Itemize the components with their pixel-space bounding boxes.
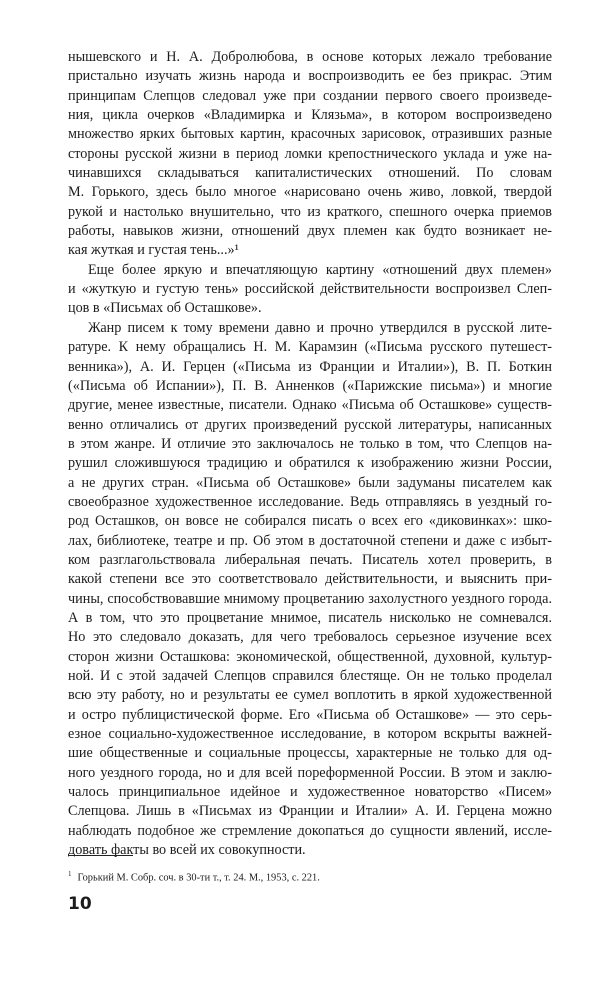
text-line: лах, библиотеке, театре и пр. Об этом в достаточной степени и даже с избыт- bbox=[68, 532, 552, 549]
text-line: («Письма об Испании»), П. В. Анненков («Парижские письма») и многие bbox=[68, 377, 552, 394]
footnote bbox=[68, 868, 552, 884]
text-line: чалось принципиальное идейное и художественное новаторство «Писем» bbox=[68, 784, 552, 801]
text-line: принципам Слепцов следовал уже при создании первого своего произведе- bbox=[68, 87, 552, 104]
text-line: М. Горького, здесь было многое «нарисовано очень живо, ловкой, твердой bbox=[68, 184, 552, 201]
text-line: какой степени все это соответствовало действительности, и выяснить при- bbox=[68, 571, 552, 588]
paragraph-3 bbox=[68, 319, 552, 861]
text-line: и «жуткую и густую тень» российской действительности воспроизвел Слеп- bbox=[68, 281, 552, 298]
text-line: венника»), А. И. Герцен («Письма из Франции и Италии»), В. П. Боткин bbox=[68, 358, 552, 375]
text-line: шие общественные и социальные процессы, характерные не только для од- bbox=[68, 745, 552, 762]
text-line: а не других стран. «Письма об Осташкове» были задуманы писателем как bbox=[68, 474, 552, 491]
text-line: А в том, что это процветание мнимое, писатель нисколько не сомневался. bbox=[68, 609, 552, 626]
text-line: ния, цикла очерков «Владимирка и Клязьма», в котором воспроизведено bbox=[68, 107, 552, 124]
text-line: и остро публицистической форме. Его «Письма об Осташкове» — это серь- bbox=[68, 706, 552, 723]
text-line: чины, способствовавшие мнимому процветанию захолустного уездного города. bbox=[68, 590, 552, 607]
text-line: сторон жизни Осташкова: экономической, общественной, духовной, культур- bbox=[68, 648, 552, 665]
text-line: своеобразное художественное исследование. Ведь отправляясь в уездный го- bbox=[68, 493, 552, 510]
text-line: род Осташков, он вовсе не собирался писать о всех его «диковинках»: шко- bbox=[68, 513, 552, 530]
paragraph-2 bbox=[68, 261, 552, 319]
text-line: Слепцова. Лишь в «Письмах из Франции и Италии» А. И. Герцена можно bbox=[68, 803, 552, 820]
text-line: цов в «Письмах об Осташкове». bbox=[68, 300, 262, 317]
paragraph-1 bbox=[68, 48, 552, 261]
footnote-text: Горький М. Собр. соч. в 30-ти т., т. 24. М., 1953, с. 221. bbox=[77, 872, 320, 884]
text-line: другие, менее известные, писатели. Однако «Письма об Осташкове» существ- bbox=[68, 397, 552, 414]
text-line: пристально изучать жизнь народа и воспроизводить ее без прикрас. Этим bbox=[68, 68, 552, 85]
text-line: кая жуткая и густая тень...»¹ bbox=[68, 242, 239, 259]
text-line: нышевского и Н. А. Добролюбова, в основе которых лежало требование bbox=[68, 49, 552, 65]
text-line: наблюдать подобное же стремление докопаться до сущности явлений, иссле- bbox=[68, 822, 552, 839]
text-line: чинавшихся складываться капиталистических отношений. По словам bbox=[68, 165, 552, 182]
text-line: всю эту работу, но и результаты ее сумел воплотить в яркой художественной bbox=[68, 687, 552, 704]
text-line: ратуре. К нему обращались Н. М. Карамзин («Письма русского путешест- bbox=[68, 339, 552, 356]
footnote-divider bbox=[68, 855, 133, 856]
text-line: Еще более яркую и впечатляющую картину «отношений двух племен» bbox=[88, 261, 552, 278]
text-line: Но это следовало доказать, для чего требовалось серьезное изучение всех bbox=[68, 629, 552, 646]
body-text bbox=[68, 48, 552, 860]
text-line: стороны русской жизни в период ломки крепостнического уклада и уже на- bbox=[68, 145, 552, 162]
text-line: ной. И с этой задачей Слепцов справился блестяще. Он не только проделал bbox=[68, 668, 552, 684]
page-number: 10 bbox=[68, 894, 92, 914]
text-line: работы, навыков жизни, отношений двух племен как будто возникает не- bbox=[68, 223, 552, 240]
text-line: ного уездного города, но и для всей пореформенной России. В этом и заклю- bbox=[68, 764, 552, 781]
text-line: Жанр писем к тому времени давно и прочно утвердился в русской лите- bbox=[88, 319, 552, 336]
text-line: рушил сложившуюся традицию и обратился к изображению жизни России, bbox=[68, 455, 552, 472]
text-line: венно отличались от других произведений русской литературы, написанных bbox=[68, 416, 552, 433]
text-line: рукой и настолько внушительно, что из краткого, спешного очерка приемов bbox=[68, 203, 552, 220]
text-line: в этом жанре. И отличие это заключалось не только в том, что Слепцов на- bbox=[68, 435, 552, 452]
footnote-marker: 1 bbox=[68, 870, 72, 878]
text-line: езное социально-художественное исследование, в котором вскрыты важней- bbox=[68, 726, 552, 743]
text-line: довать факты во всей их совокупности. bbox=[68, 842, 306, 859]
text-line: ком разглагольствовала либеральная печать. Писатель хотел проверить, в bbox=[68, 551, 552, 568]
text-line: множество ярких бытовых картин, красочных зарисовок, отразивших разные bbox=[68, 126, 552, 143]
